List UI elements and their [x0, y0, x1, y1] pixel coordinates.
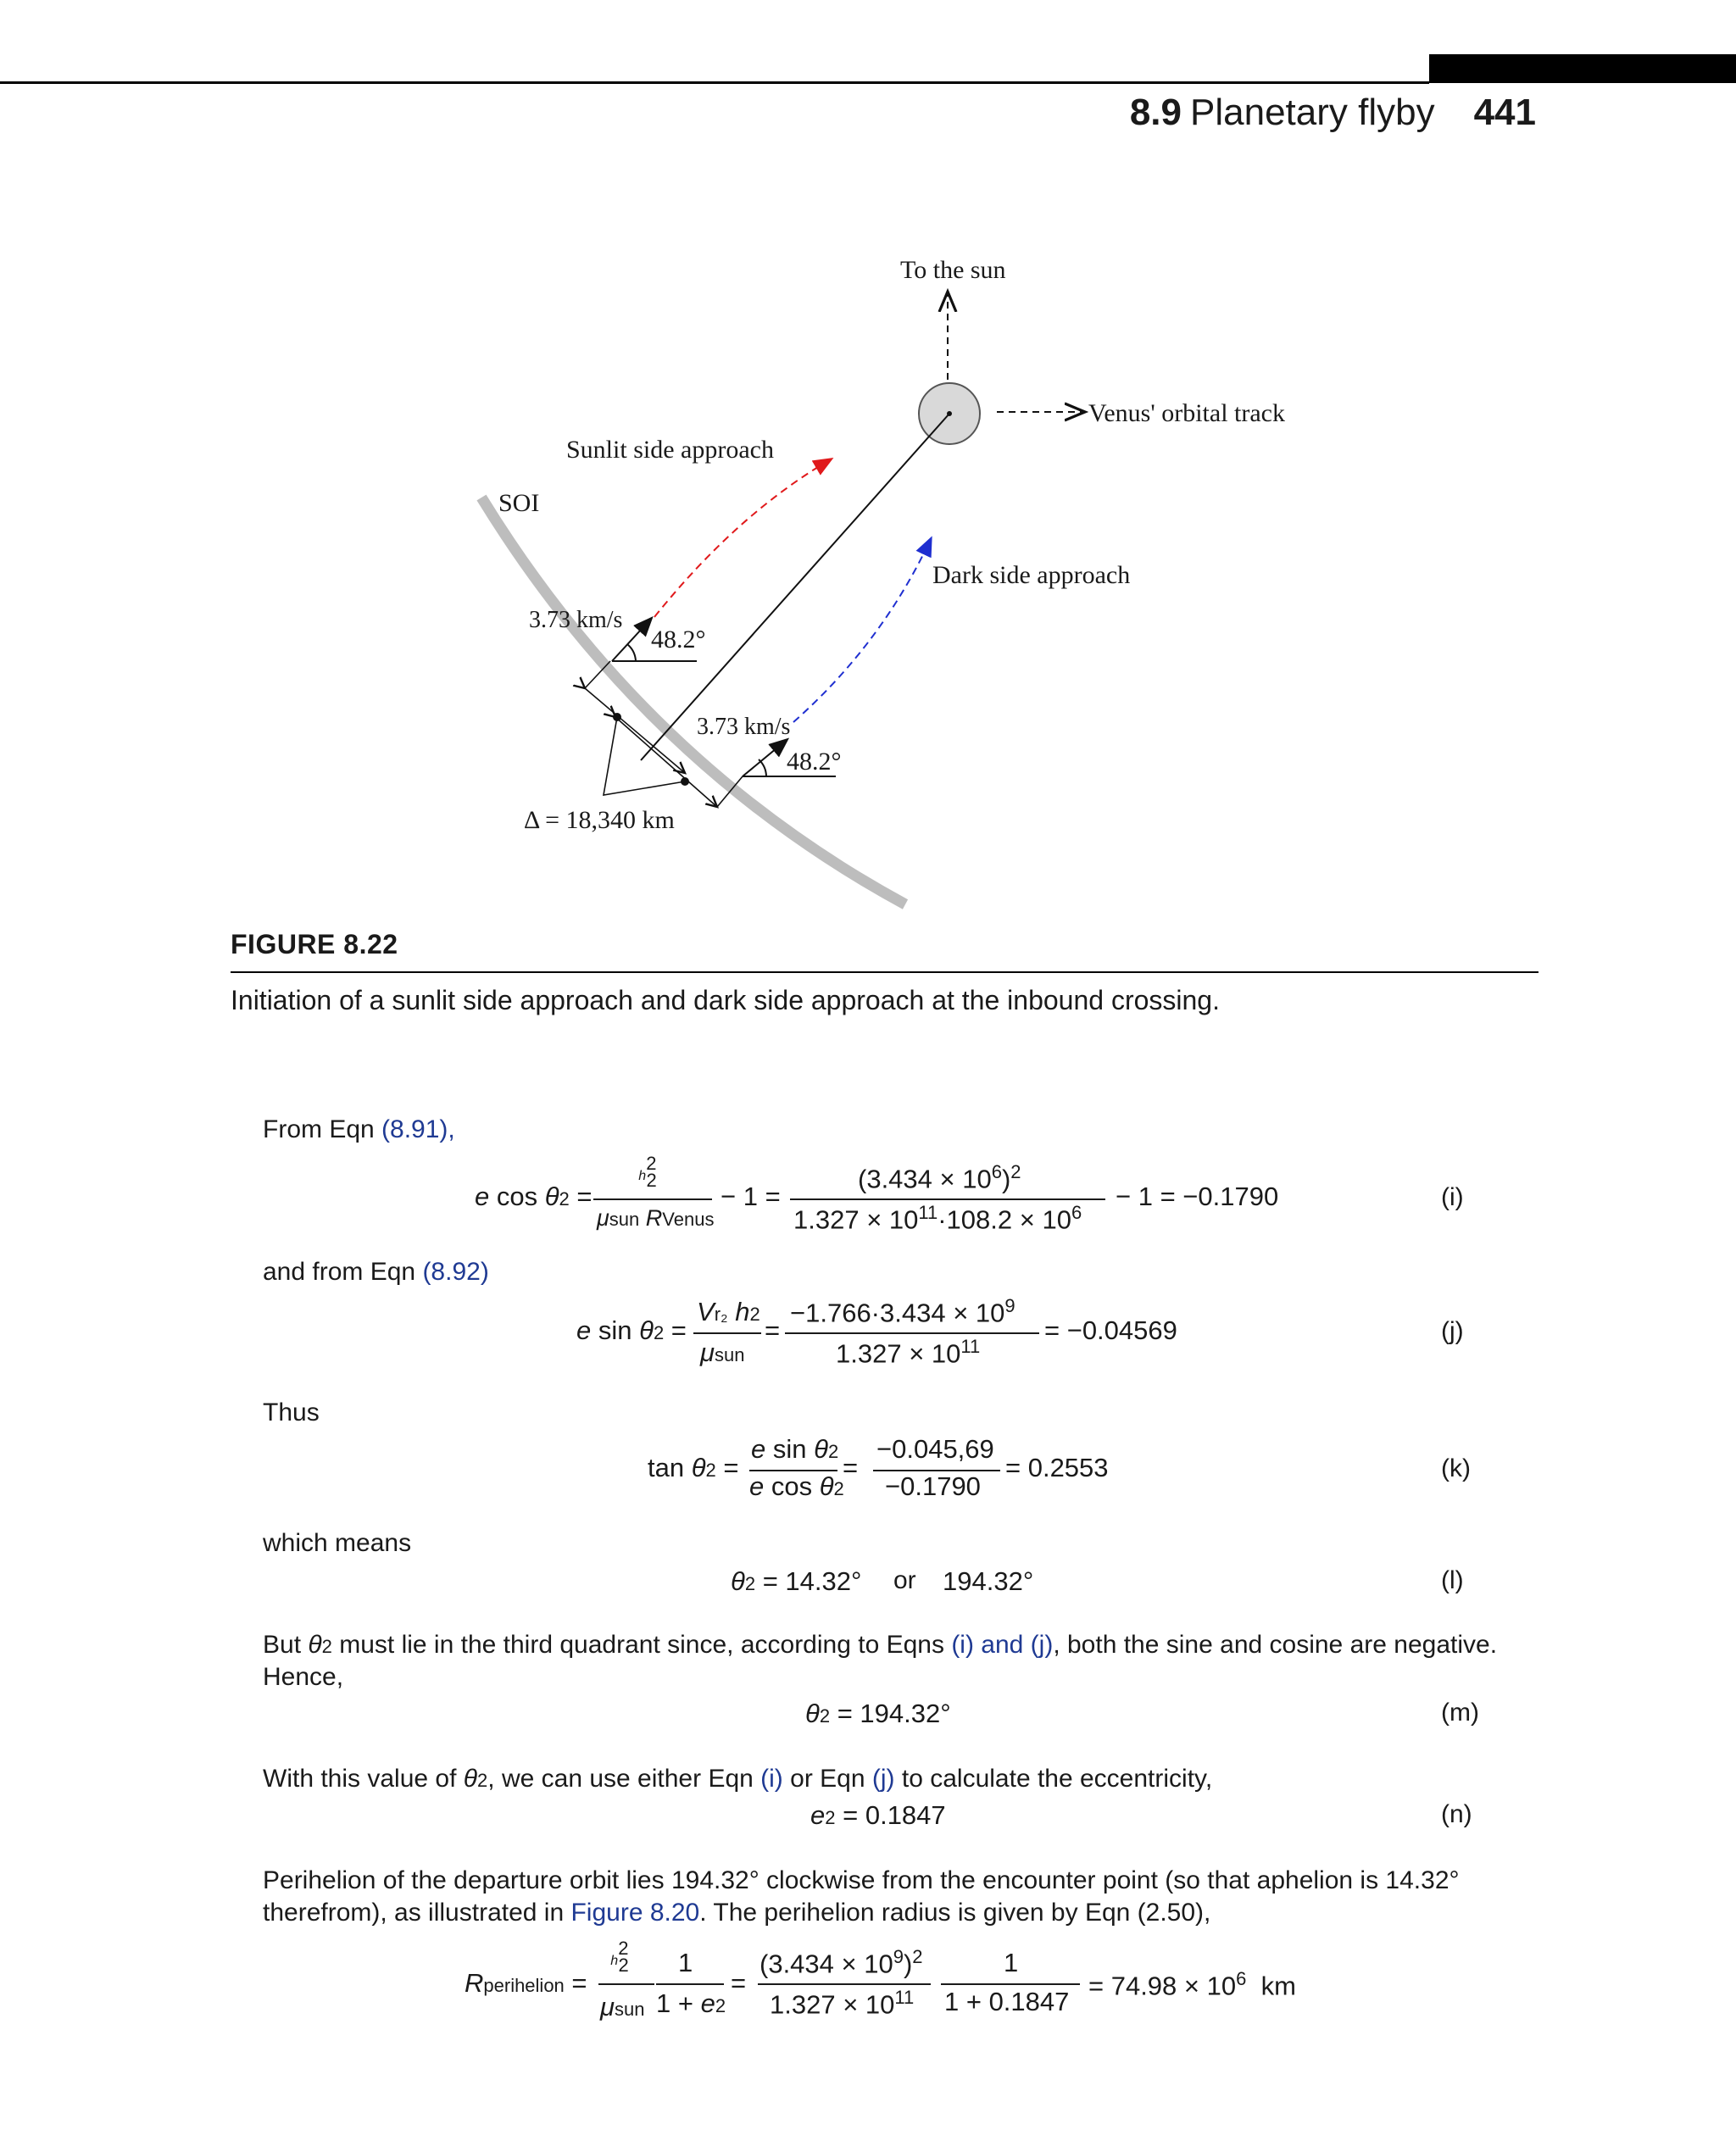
- eq-j-denominator: $1.327 \times 10^{11}$: [836, 1336, 981, 1369]
- eq-i-denominator: $1.327 \times 10^{11}\cdot 108.2 \times 10^6$: [793, 1202, 1082, 1235]
- figure-label: FIGURE 8.22: [231, 929, 398, 959]
- paragraph-third-quadrant: But θ2 must lie in the third quadrant since, according to Eqns (i) and (j), both the sine and cosine are negative.: [263, 1631, 1498, 1659]
- orbital-track-label: Venus' orbital track: [1088, 399, 1286, 427]
- eq-number-n: (n): [1441, 1800, 1472, 1828]
- eq-number-l: (l): [1441, 1566, 1464, 1594]
- eq-r-numerator: $(3.434 \times 10^9)^2$: [760, 1946, 923, 1979]
- dark-label: Dark side approach: [932, 561, 1131, 589]
- to-sun-label: To the sun: [900, 256, 1006, 284]
- sunlit-label: Sunlit side approach: [566, 436, 774, 464]
- upper-angle-label: 48.2°: [651, 626, 706, 653]
- soi-label: SOI: [498, 489, 540, 517]
- paragraph-hence: Hence,: [263, 1663, 344, 1691]
- planet-radial-line: [641, 414, 949, 760]
- paragraph-thus: Thus: [263, 1399, 320, 1426]
- section-name: Planetary flyby: [1190, 92, 1435, 133]
- ref-eqns-i-j[interactable]: (i) and (j): [951, 1631, 1054, 1659]
- eq-number-k: (k): [1441, 1454, 1471, 1482]
- paragraph-eccentricity: With this value of θ2, we can use either Eqn (i) or Eqn (j) to calculate the eccentricity,: [263, 1765, 1213, 1793]
- lower-velocity-vector: [743, 740, 787, 776]
- section-number: 8.9: [1129, 92, 1182, 133]
- paragraph-and-from-eqn: and from Eqn (8.92): [263, 1258, 489, 1286]
- eq-number-m: (m): [1441, 1699, 1479, 1727]
- eq-number-j: (j): [1441, 1317, 1464, 1345]
- upper-velocity-label: 3.73 km/s: [529, 607, 623, 633]
- figure-rule: [231, 971, 1538, 973]
- paragraph-perihelion-2: therefrom), as illustrated in Figure 8.20. The perihelion radius is given by Eqn (2.50),: [263, 1899, 1211, 1927]
- lower-velocity-label: 3.73 km/s: [697, 714, 791, 740]
- lower-angle-label: 48.2°: [787, 748, 842, 776]
- eq-number-i: (i): [1441, 1183, 1464, 1211]
- paragraph-which-means: which means: [263, 1529, 412, 1557]
- page-number: 441: [1473, 92, 1536, 133]
- figure-caption: Initiation of a sunlit side approach and dark side approach at the inbound crossing.: [231, 985, 1220, 1015]
- ref-eqn-j[interactable]: (j): [871, 1765, 895, 1793]
- delta-label: Δ = 18,340 km: [524, 806, 675, 834]
- paragraph-from-eqn: From Eqn (8.91),: [263, 1115, 455, 1143]
- eq-r-result: = $74.98 \times 10^6$ km: [1088, 1968, 1296, 2001]
- paragraph-perihelion-1: Perihelion of the departure orbit lies 194.32° clockwise from the encounter point (so that aphelion is 14.32°: [263, 1866, 1460, 1894]
- sunlit-trajectory: [654, 459, 831, 617]
- eq-j-numerator: $-1.766\cdot 3.434 \times 10^9$: [790, 1295, 1015, 1328]
- eq-i-numerator: $(3.434 \times 10^6)^2$: [858, 1161, 1021, 1194]
- ref-eqn-i[interactable]: (i): [760, 1765, 783, 1793]
- ref-eqn-8-92[interactable]: (8.92): [422, 1258, 489, 1286]
- ref-figure-8-20[interactable]: Figure 8.20: [570, 1899, 700, 1927]
- flyby-figure: [0, 0, 1736, 932]
- ref-eqn-8-91[interactable]: (8.91),: [381, 1115, 455, 1143]
- eq-r-denominator: $1.327 \times 10^{11}$: [770, 1987, 915, 2020]
